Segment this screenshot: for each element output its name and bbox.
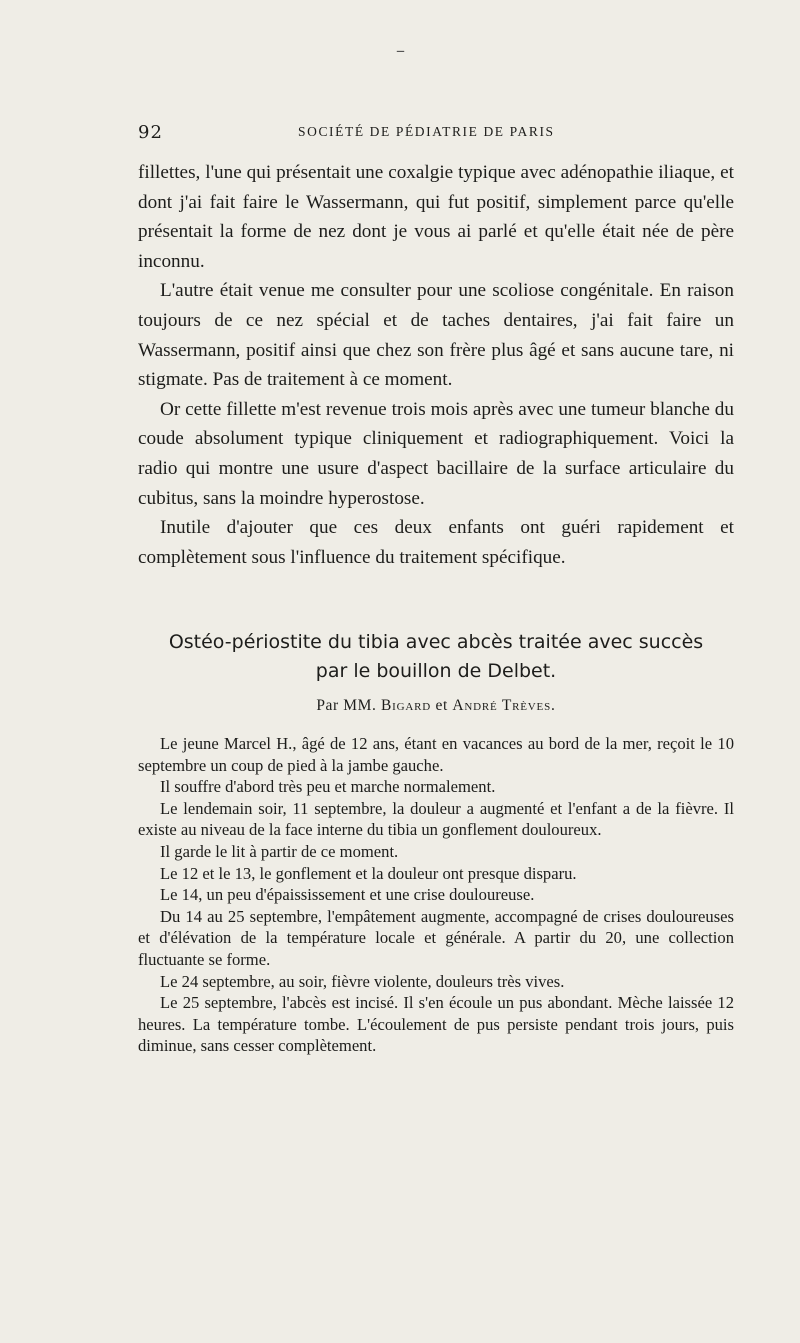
article-title bbox=[138, 628, 734, 686]
article-body bbox=[138, 733, 734, 1057]
title-line-2: par le bouillon de Delbet. bbox=[315, 660, 557, 682]
page-number: 92 bbox=[138, 122, 163, 143]
authors-conj: et bbox=[435, 697, 448, 714]
paragraph: Il garde le lit à partir de ce moment. bbox=[160, 841, 399, 861]
paragraph: fillettes, l'une qui présentait une coxalgie typique avec adénopathie iliaque, et dont j'ai fait faire le Wassermann, qui fut positif, simplement parce qu'elle présentait la forme de nez dont je vous ai parlé et qu'elle était née de père inconnu. bbox=[138, 162, 734, 272]
paragraph: Du 14 au 25 septembre, l'empâtement augmente, accompagné de crises douloureuses et d'élévation de la température locale et générale. A partir du 20, une collection fluctuante se forme. bbox=[138, 906, 734, 969]
paragraph: L'autre était venue me consulter pour une scoliose congénitale. En raison toujours de ce nez spécial et de taches dentaires, j'ai fait faire un Wassermann, positif ainsi que chez son frère plus âgé et sans aucune tare, ni stigmate. Pas de traitement à ce moment. bbox=[138, 280, 734, 391]
author-2: André Trèves. bbox=[452, 697, 556, 714]
top-mark: – bbox=[396, 40, 405, 61]
paragraph: Or cette fillette m'est revenue trois mois après avec une tumeur blanche du coude absolument typique cliniquement et radiographiquement. Voici la radio qui montre une usure d'aspect bacillaire de la surface articulaire du cubitus, sans la moindre hyperostose. bbox=[138, 398, 734, 509]
article-authors bbox=[138, 697, 734, 715]
paragraph: Le jeune Marcel H., âgé de 12 ans, étant en vacances au bord de la mer, reçoit le 10 septembre un coup de pied à la jambe gauche. bbox=[138, 734, 734, 775]
author-1: Bigard bbox=[381, 697, 431, 714]
paragraph: Le 14, un peu d'épaississement et une crise douloureuse. bbox=[160, 885, 535, 905]
paragraph: Il souffre d'abord très peu et marche normalement. bbox=[160, 777, 496, 797]
authors-prefix: Par MM. bbox=[316, 697, 377, 714]
running-head: SOCIÉTÉ DE PÉDIATRIE DE PARIS bbox=[298, 124, 555, 139]
paragraph: Le 25 septembre, l'abcès est incisé. Il s'en écoule un pus abondant. Mèche laissée 12 heures. La température tombe. L'écoulement de pus persiste pendant trois jours, puis diminue, sans cesser complètement. bbox=[138, 993, 734, 1056]
paragraph: Le 24 septembre, au soir, fièvre violente, douleurs très vives. bbox=[160, 971, 565, 991]
page-header bbox=[138, 122, 658, 144]
paragraph: Le lendemain soir, 11 septembre, la douleur a augmenté et l'enfant a de la fièvre. Il existe au niveau de la face interne du tibia un gonflement douloureux. bbox=[138, 798, 734, 840]
title-line-1: Ostéo-périostite du tibia avec abcès traitée avec succès bbox=[168, 631, 704, 653]
paragraph: Inutile d'ajouter que ces deux enfants ont guéri rapidement et complètement sous l'influence du traitement spécifique. bbox=[138, 517, 734, 568]
section1-text bbox=[138, 158, 734, 572]
paragraph: Le 12 et le 13, le gonflement et la douleur ont presque disparu. bbox=[160, 863, 577, 883]
